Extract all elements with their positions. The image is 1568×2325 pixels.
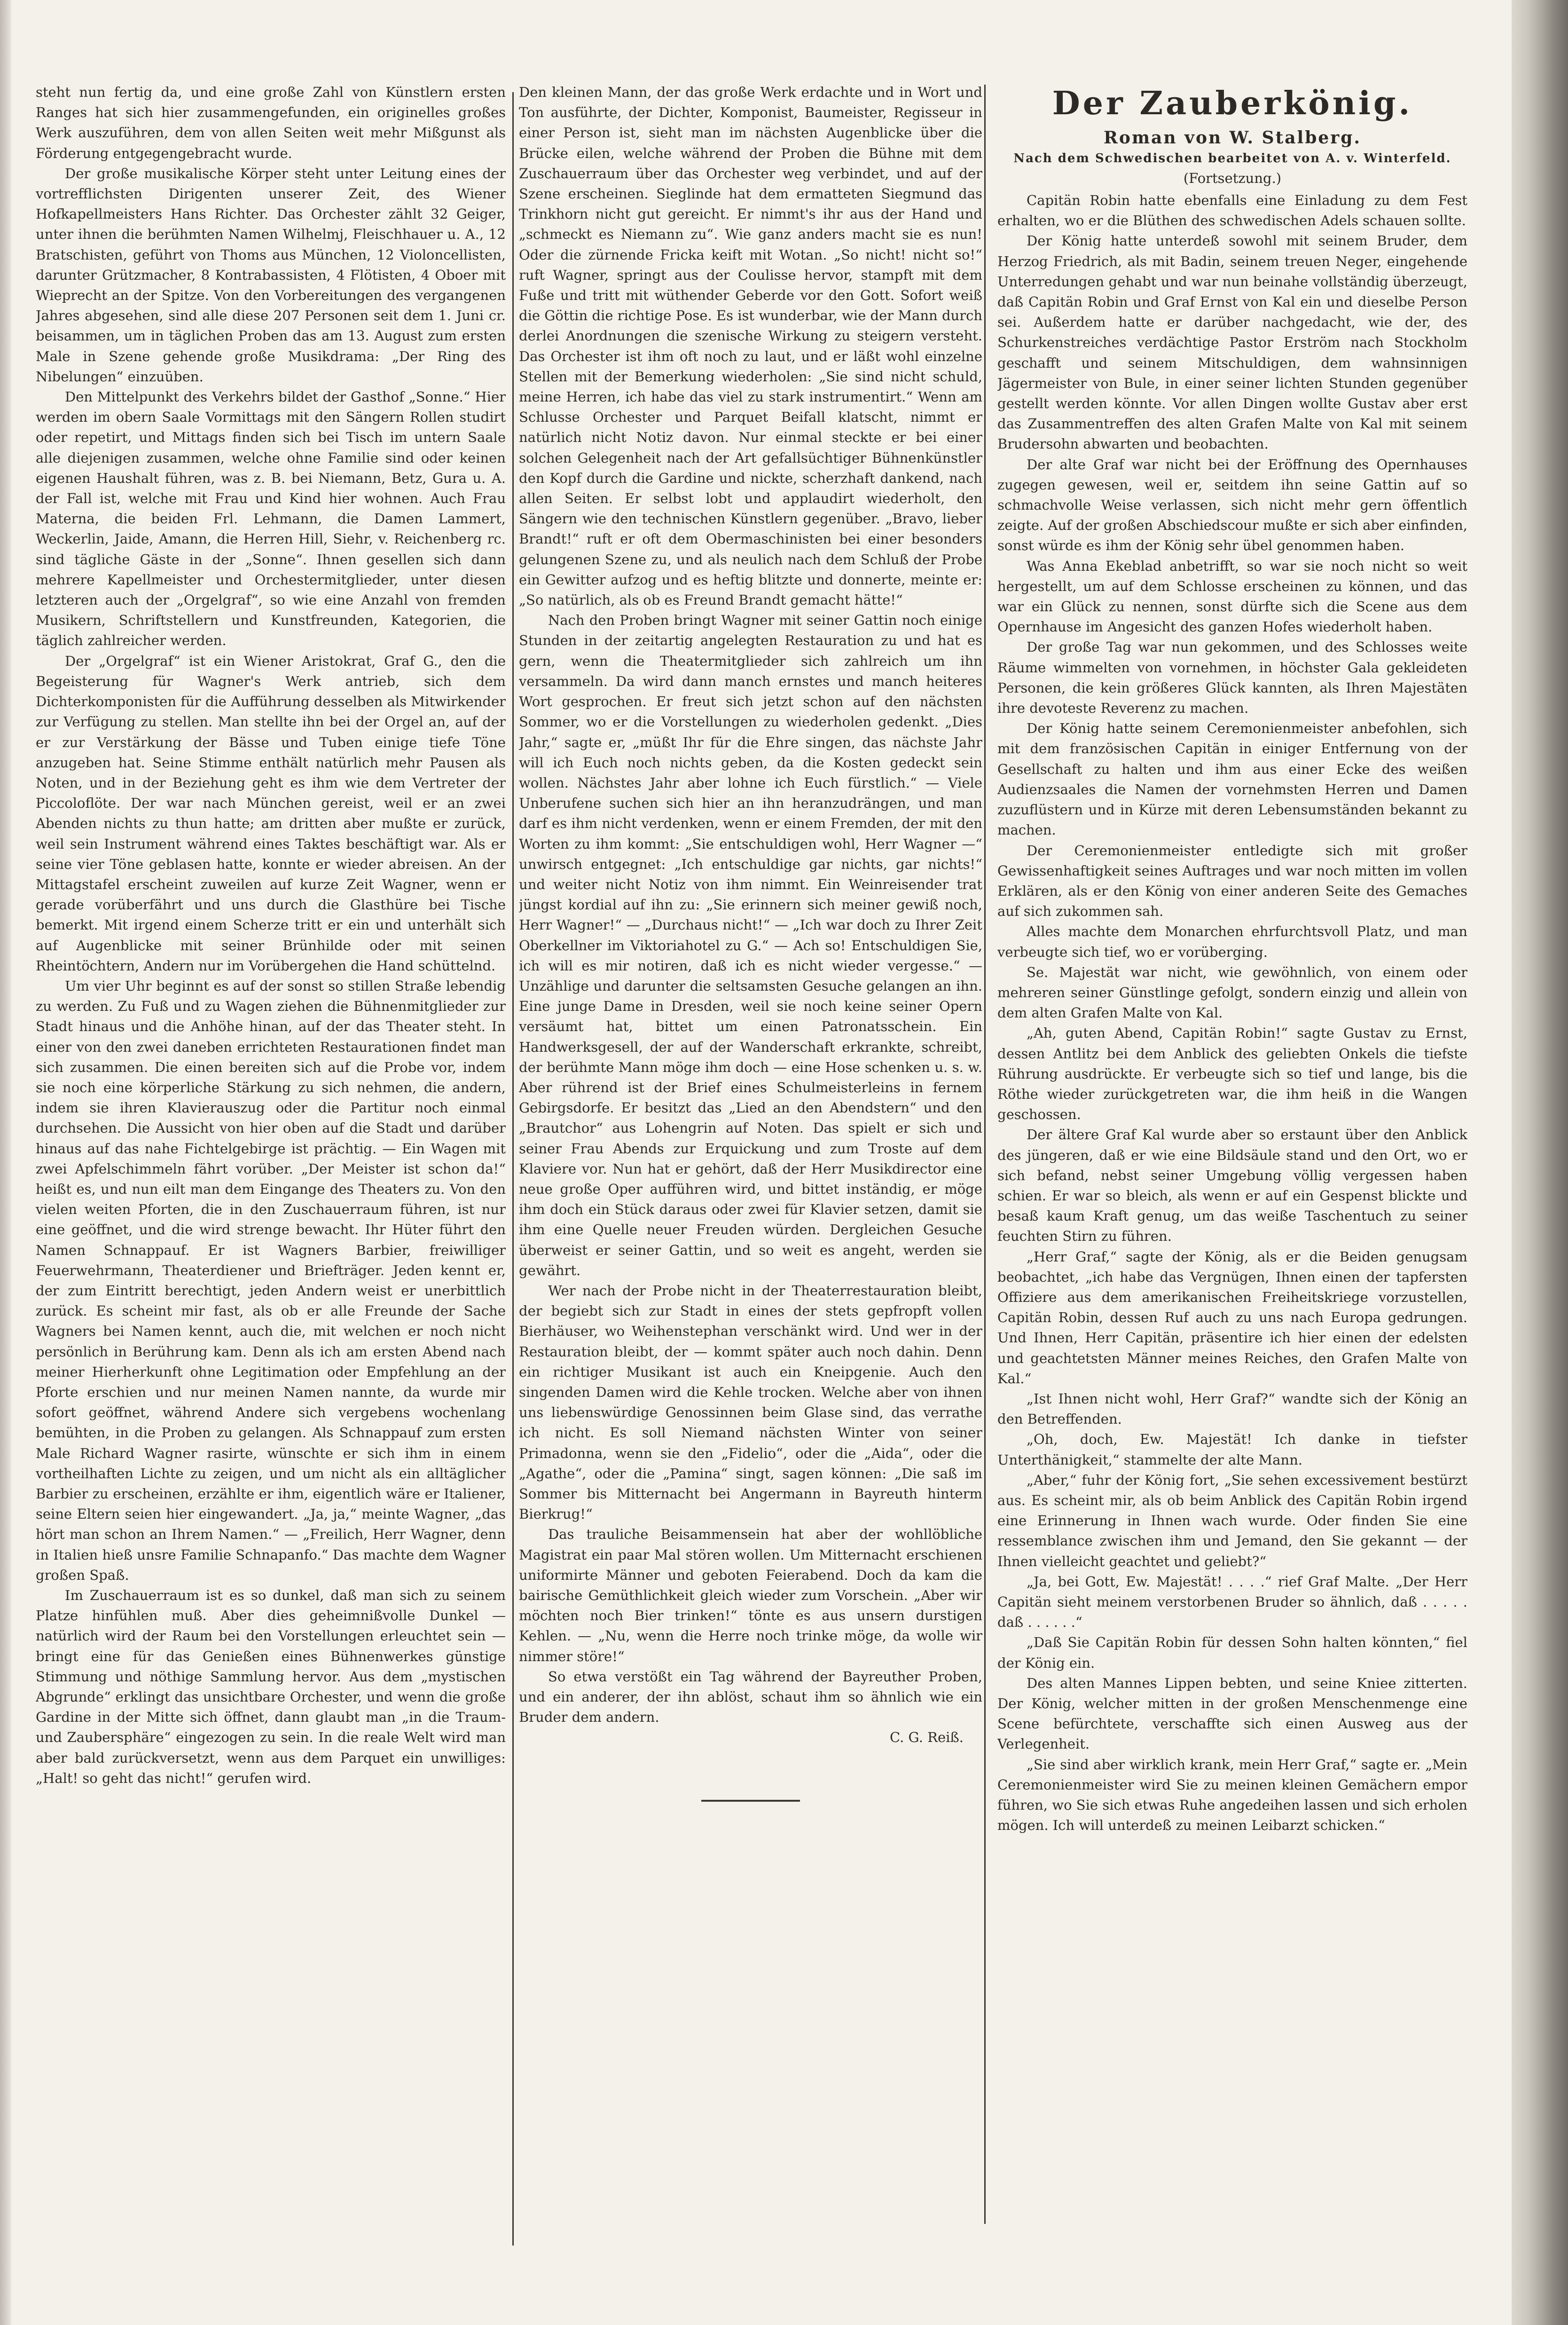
continued-note: (Fortsetzung.) — [1183, 170, 1282, 186]
paragraph: Den Mittelpunkt des Verkehrs bildet der Gasthof „Sonne.“ Hier werden im obern Saale Vormittags mit den Sängern Rollen studirt oder repetirt, und Mittags finden sich bei Tisch im untern Saale alle diejenigen zusammen, welche ohne Familie sind oder keinen eigenen Haushalt führen, was z. B. bei Niemann, Betz, Gura u. A. der Fall ist, welche mit Frau und Kind hier wohnen. Auch Frau Materna, die beiden Frl. Lehmann, die Damen Lammert, Weckerlin, Jaide, Amann, die Herren Hill, Siehr, v. Reichenberg rc. sind tägliche Gäste in der „Sonne“. Ihnen gesellen sich dann mehrere Kapellmeister und Orchestermitglieder, unter diesen letzteren auch der „Orgelgraf“, so wie eine Anzahl von fremden Musikern, Schriftstellern und Kunstfreunden, Kategorien, die täglich zahlreicher werden. — [36, 389, 506, 649]
paragraph: Im Zuschauerraum ist es so dunkel, daß man sich zu seinem Platze hinfühlen muß. Aber dies geheimnißvolle Dunkel — natürlich wird der Raum bei den Vorstellungen erleuchtet sein — bringt eine für das Genießen eines Bühnenwerkes günstige Stimmung und nöthige Sammlung hervor. Aus dem „mystischen Abgrunde“ erklingt das unsichtbare Orchester, und wenn die große Gardine in der Mitte sich öffnet, dann glaubt man „in die Traum- und Zaubersphäre“ eingezogen zu sein. In die reale Welt wird man aber bald zurückversetzt, wenn aus dem Parquet ein unwilliges: „Halt! so geht das nicht!“ gerufen wird. — [36, 1587, 506, 1786]
paragraph: „Ist Ihnen nicht wohl, Herr Graf?“ wandte sich der König an den Betreffenden. — [997, 1390, 1467, 1427]
paragraph: Alles machte dem Monarchen ehrfurchtsvoll Platz, und man verbeugte sich tief, wo er vorüberging. — [997, 923, 1467, 960]
paragraph: „Ah, guten Abend, Capitän Robin!“ sagte Gustav zu Ernst, dessen Antlitz bei dem Anblick des geliebten Onkels die tiefste Rührung ausdrückte. Er verbeugte sich so tief und lange, bis die Röthe wieder zurückgetreten war, die ihm heiß in die Wangen geschossen. — [997, 1025, 1467, 1123]
paragraph: Des alten Mannes Lippen bebten, und seine Kniee zitterten. Der König, welcher mitten in der großen Menschenmenge eine Scene befürchtete, verschaffte sich einen Ausweg aus der Verlegenheit. — [997, 1675, 1467, 1752]
author-signature: C. G. Reiß. — [889, 1729, 964, 1746]
paragraph: „Oh, doch, Ew. Majestät! Ich danke in tiefster Unterthänigkeit,“ stammelte der alte Mann. — [997, 1431, 1467, 1468]
newspaper-page — [11, 0, 1512, 2325]
novel-byline: Roman von W. Stalberg. — [1104, 128, 1361, 148]
scan-edge-left — [0, 0, 11, 2325]
novel-adaptation-note: Nach dem Schwedischen bearbeitet von A. v. Winterfeld. — [1013, 151, 1451, 166]
paragraph: Der große Tag war nun gekommen, und des Schlosses weite Räume wimmelten von vornehmen, in höchster Gala gekleideten Personen, die kein größeres Glück kannten, als Ihren Majestäten ihre devoteste Reverenz zu machen. — [997, 639, 1467, 717]
book-gutter-edge — [1512, 0, 1568, 2325]
paragraph: „Daß Sie Capitän Robin für dessen Sohn halten könnten,“ fiel der König ein. — [997, 1634, 1467, 1671]
paragraph: Der König hatte seinem Ceremonienmeister anbefohlen, sich mit dem französischen Capitän in einiger Entfernung von der Gesellschaft zu halten und ihm aus einer Ecke des weißen Audienzsaales die Namen der vornehmsten Herren und Damen zuzuflüstern und in Kürze mit deren Lebensumständen bekannt zu machen. — [997, 720, 1467, 838]
paragraph: Nach den Proben bringt Wagner mit seiner Gattin noch einige Stunden in der zeitartig angelegten Restauration zu und hat es gern, wenn die Theatermitglieder sich zahlreich um ihn versammeln. Da wird dann manch ernstes und manch heiteres Wort gesprochen. Er freut sich jetzt schon auf den nächsten Sommer, wo er die Vorstellungen zu wiederholen gedenkt. „Dies Jahr,“ sagte er, „müßt Ihr für die Ehre singen, das nächste Jahr will ich Euch noch nichts geben, da die Kosten gedeckt sein wollen. Nächstes Jahr aber lohne ich Euch fürstlich.“ — Viele Unberufene suchen sich hier an ihn heranzudrängen, und man darf es ihm nicht verdenken, wenn er einem Fremden, der mit den Worten zu ihm kommt: „Sie entschuldigen wohl, Herr Wagner —“ unwirsch entgegnet: „Ich entschuldige gar nichts, gar nichts!“ und weiter nicht Notiz von ihm nimmt. Ein Weinreisender trat jüngst kordial auf ihn zu: „Sie erinnern sich meiner gewiß noch, Herr Wagner!“ — „Durchaus nicht!“ — „Ich war doch zu Ihrer Zeit Oberkellner im Viktoriahotel zu G.“ — Ach so! Entschuldigen Sie, ich will es mir notiren, daß ich es nicht wieder vergesse.“ — Unzählige und darunter die seltsamsten Gesuche gelangen an ihn. Eine junge Dame in Dresden, weil sie noch keine seiner Opern versäumt hat, bittet um einen Patronatsschein. Ein Handwerksgesell, der auf der Wanderschaft erkrankte, schreibt, der berühmte Mann möge ihm doch — eine Hose schenken u. s. w. Aber rührend ist der Brief eines Schulmeisterleins in fernem Gebirgsdorfe. Er besitzt das „Lied an den Abendstern“ und den „Brautchor“ aus Lohengrin auf Noten. Das spielt er sich und seiner Frau Abends zur Erquickung und zum Troste auf dem Klaviere vor. Nun hat er gehört, daß der Herr Musikdirector eine neue große Oper aufführen wird, und bittet inständig, er möge ihm doch ein Stück daraus oder zwei für Klavier setzen, damit sie ihm eine Quelle neuer Freuden würden. Dergleichen Gesuche überweist er seiner Gattin, und so weit es angeht, werden sie gewährt. — [519, 612, 982, 1278]
paragraph: Der Ceremonienmeister entledigte sich mit großer Gewissenhaftigkeit seines Auftrages und war noch mitten im vollen Erklären, als er den König von einer anderen Seite des Gemaches auf sich zukommen sah. — [997, 842, 1467, 920]
paragraph: So etwa verstößt ein Tag während der Bayreuther Proben, und ein anderer, der ihn ablöst, schaut ihm so ähnlich wie ein Bruder dem andern. — [519, 1668, 982, 1726]
article-column-1 — [36, 82, 506, 2231]
paragraph: „Sie sind aber wirklich krank, mein Herr Graf,“ sagte er. „Mein Ceremonienmeister wird Sie zu meinen kleinen Gemächern empor führen, wo Sie sich etwas Ruhe angedeihen lassen und sich erholen mögen. Ich will unterdeß zu meinen Leibarzt schicken.“ — [997, 1756, 1467, 1834]
article-column-2 — [519, 82, 982, 2231]
paragraph: Das trauliche Beisammensein hat aber der wohllöbliche Magistrat ein paar Mal stören wollen. Um Mitternacht erschienen uniformirte Männer und geboten Feierabend. Doch da kam die bairische Gemüthlichkeit gleich wieder zum Vorschein. „Aber wir möchten noch Bier trinken!“ tönte es aus unsern durstigen Kehlen. — „Nu, wenn die Herre noch trinke möge, da wolle wir nimmer störe!“ — [519, 1526, 982, 1664]
paragraph: Den kleinen Mann, der das große Werk erdachte und in Wort und Ton ausführte, der Dichter, Komponist, Baumeister, Regisseur in einer Person ist, sieht man im nächsten Augenblicke über die Brücke eilen, welche während der Proben die Bühne mit dem Zuschauerraum über das Orchester weg verbindet, und auf der Szene erscheinen. Sieglinde hat dem ermatteten Siegmund das Trinkhorn nicht gut gereicht. Er nimmt's ihr aus der Hand und „schmeckt es Niemann zu“. Wie ganz anders macht sie es nun! Oder die zürnende Fricka keift mit Wotan. „So nicht! nicht so!“ ruft Wagner, springt aus der Coulisse hervor, stampft mit dem Fuße und tritt mit wüthender Geberde vor den Gott. Sofort weiß die Göttin die richtige Pose. Es ist wunderbar, wie der Mann durch derlei Anordnungen die szenische Wirkung zu steigern versteht. Das Orchester ist ihm oft noch zu laut, und er läßt wohl einzelne Stellen mit der Bemerkung wiederholen: „Sie sind nicht schuld, meine Herren, ich habe das viel zu stark instrumentirt.“ Wenn am Schlusse Orchester und Parquet Beifall klatscht, nimmt er natürlich nicht Notiz davon. Nur einmal steckte er bei einer solchen Gelegenheit nach der Art gefallsüchtiger Bühnenkünstler den Kopf durch die Gardine und nickte, scherzhaft dankend, nach allen Seiten. Er selbst lobt und applaudirt wiederholt, den Sängern wie den technischen Künstlern gegenüber. „Bravo, lieber Brandt!“ ruft er oft dem Obermaschinisten bei einer besonders gelungenen Szene zu, und als neulich nach dem Schluß der Probe ein Gewitter aufzog und es heftig blitzte und donnerte, meinte er: „So natürlich, als ob es Freund Brandt gemacht hätte!“ — [519, 84, 982, 608]
column-divider — [512, 92, 514, 2246]
novel-title: Der Zauberkönig. — [1052, 85, 1413, 122]
paragraph: Wer nach der Probe nicht in der Theaterrestauration bleibt, der begiebt sich zur Stadt in eines der stets gepfropft vollen Bierhäuser, wo Weihenstephan verschänkt wird. Und wer in der Restauration bleibt, der — kommt später auch noch dahin. Denn ein richtiger Musikant ist auch ein Kneipgenie. Auch den singenden Damen wird die Kehle trocken. Welche aber von ihnen uns liebenswürdige Genossinnen beim Glase sind, das verrathe ich nicht. Es soll Niemand nächsten Winter von seiner Primadonna, wenn sie den „Fidelio“, oder die „Aida“, oder die „Agathe“, oder die „Pamina“ singt, sagen können: „Die saß im Sommer bis Mitternacht bei Angermann in Bayreuth hinterm Bierkrug!“ — [519, 1282, 982, 1522]
paragraph: Der ältere Graf Kal wurde aber so erstaunt über den Anblick des jüngeren, daß er wie eine Bildsäule stand und den Ort, wo er sich befand, nebst seiner Umgebung völlig vergessen haben schien. Er war so bleich, als wenn er auf ein Gespenst blickte und besaß kaum Kraft genug, um das weiße Taschentuch zu seiner feuchten Stirn zu führen. — [997, 1127, 1467, 1245]
column-divider — [984, 85, 986, 2224]
paragraph: „Ja, bei Gott, Ew. Majestät! . . . .“ rief Graf Malte. „Der Herr Capitän sieht meinem verstorbenen Bruder so ähnlich, daß . . . . . daß . . . . . .“ — [997, 1573, 1467, 1631]
paragraph: steht nun fertig da, und eine große Zahl von Künstlern ersten Ranges hat sich hier zusammengefunden, ein originelles großes Werk auszuführen, dem von allen Seiten weit mehr Mißgunst als Förderung entgegengebracht wurde. — [36, 84, 506, 161]
end-rule — [701, 1800, 800, 1802]
paragraph: Um vier Uhr beginnt es auf der sonst so stillen Straße lebendig zu werden. Zu Fuß und zu Wagen ziehen die Bühnenmitglieder zur Stadt hinaus und die Anhöhe hinan, auf der das Theater steht. In einer von den zwei daneben errichteten Restaurationen findet man sich zusammen. Die einen bereiten sich auf die Probe vor, indem sie noch eine körperliche Stärkung zu sich nehmen, die andern, indem sie ihren Klavierauszug oder die Partitur noch einmal durchsehen. Die Aussicht von hier oben auf die Stadt und darüber hinaus auf das nahe Fichtelgebirge ist prächtig. — Ein Wagen mit zwei Apfelschimmeln fährt vorüber. „Der Meister ist schon da!“ heißt es, und nun eilt man dem Eingange des Theaters zu. Von den vielen weiten Pforten, die in den Zuschauerraum führen, ist nur eine geöffnet, und die wird strenge bewacht. Ihr Hüter führt den Namen Schnappauf. Er ist Wagners Barbier, freiwilliger Feuerwehrmann, Theaterdiener und Briefträger. Jeden kennt er, der zum Eintritt berechtigt, jeden Andern weist er unerbittlich zurück. Es scheint mir fast, als ob er alle Freunde der Sache Wagners bei Namen kennt, auch die, mit welchen er noch nicht persönlich in Berührung kam. Denn als ich am ersten Abend nach meiner Hierherkunft ohne Legitimation oder Empfehlung an der Pforte erschien und nur meinen Namen nannte, da wurde mir sofort geöffnet, während Andere sich vergebens wochenlang bemühten, in die Proben zu gelangen. Als Schnappauf zum ersten Male Richard Wagner rasirte, wünschte er sich ihm in einem vortheilhaften Lichte zu zeigen, und um nicht als ein alltäglicher Barbier zu erscheinen, erzählte er ihm, eigentlich wäre er Italiener, seine Eltern seien hier eingewandert. „Ja, ja,“ meinte Wagner, „das hört man schon an Ihrem Namen.“ — „Freilich, Herr Wagner, denn in Italien hieß unsre Familie Schnapanfo.“ Das machte dem Wagner großen Spaß. — [36, 977, 506, 1583]
paragraph: Se. Majestät war nicht, wie gewöhnlich, von einem oder mehreren seiner Günstlinge gefolgt, sondern einzig und allein von dem alten Grafen Malte von Kal. — [997, 964, 1467, 1021]
novel-column — [997, 82, 1467, 2231]
paragraph: „Herr Graf,“ sagte der König, als er die Beiden genugsam beobachtet, „ich habe das Vergnügen, Ihnen einen der tapfersten Offiziere aus dem amerikanischen Freiheitskriege vorzustellen, Capitän Robin, dessen Ruf auch zu uns nach Europa gedrungen. Und Ihnen, Herr Capitän, präsentire ich hier einen der edelsten und geachtetsten Männer meines Reiches, den Grafen Malte von Kal.“ — [997, 1248, 1467, 1387]
paragraph: Capitän Robin hatte ebenfalls eine Einladung zu dem Fest erhalten, wo er die Blüthen des schwedischen Adels schauen sollte. — [997, 192, 1467, 229]
paragraph: Der große musikalische Körper steht unter Leitung eines der vortrefflichsten Dirigenten unserer Zeit, des Wiener Hofkapellmeisters Hans Richter. Das Orchester zählt 32 Geiger, unter ihnen die berühmten Namen Wilhelmj, Fleischhauer u. A., 12 Bratschisten, geführt von Thoms aus München, 12 Violoncellisten, darunter Grützmacher, 8 Kontrabassisten, 4 Flötisten, 4 Oboer mit Wieprecht an der Spitze. Von den Vorbereitungen des vergangenen Jahres abgesehen, sind alle diese 207 Personen seit dem 1. Juni cr. beisammen, um in täglichen Proben das am 13. August zum ersten Male in Szene gehende große Musikdrama: „Der Ring des Nibelungen“ einzuüben. — [36, 165, 506, 385]
paragraph: Was Anna Ekeblad anbetrifft, so war sie noch nicht so weit hergestellt, um auf dem Schlosse erscheinen zu können, und das war ein Glück zu nennen, sonst dürfte sich die Scene aus dem Opernhause im Angesicht des ganzen Hofes wiederholt haben. — [997, 558, 1467, 635]
paragraph: Der König hatte unterdeß sowohl mit seinem Bruder, dem Herzog Friedrich, als mit Badin, seinem treuen Neger, eingehende Unterredungen gehabt und war nun beinahe vollständig überzeugt, daß Capitän Robin und Graf Ernst von Kal ein und dieselbe Person sei. Außerdem hatte er darüber nachgedacht, wie der, des Schurkenstreiches verdächtige Pastor Erström nach Stockholm geschafft und seinem Mitschuldigen, dem wahnsinnigen Jägermeister von Bule, in einer seiner lichten Stunden gegenüber gestellt werden könnte. Vor allen Dingen wollte Gustav aber erst das Zusammentreffen des alten Grafen Malte von Kal mit seinem Brudersohn abwarten und beobachten. — [997, 233, 1467, 452]
paragraph: „Aber,“ fuhr der König fort, „Sie sehen excessivement bestürzt aus. Es scheint mir, als ob beim Anblick des Capitän Robin irgend eine Erinnerung in Ihnen wach wurde. Oder finden Sie eine ressemblance zwischen ihm und Jemand, den Sie gekannt — der Ihnen vielleicht geachtet und geliebt?“ — [997, 1472, 1467, 1569]
paragraph: Der „Orgelgraf“ ist ein Wiener Aristokrat, Graf G., den die Begeisterung für Wagner's Werk antrieb, sich dem Dichterkomponisten für die Aufführung desselben als Mitwirkender zur Verfügung zu stellen. Man stellte ihn bei der Orgel an, auf der er zur Verstärkung der Bässe und Tuben einige tiefe Töne anzugeben hat. Seine Stimme enthält natürlich mehr Pausen als Noten, und in der Beziehung geht es ihm wie dem Vertreter der Piccoloflöte. Der war nach München gereist, weil er an zwei Abenden nichts zu thun hatte; am dritten aber mußte er zurück, weil sein Instrument während eines Taktes beschäftigt war. Als er seine vier Töne geblasen hatte, konnte er wieder abreisen. An der Mittagstafel erscheint zuweilen auf kurze Zeit Wagner, wenn er gerade vorüberfährt und uns durch die Glasthüre bei Tische bemerkt. Mit irgend einem Scherze tritt er ein und unterhält sich auf Augenblicke mit seiner Brünhilde oder mit seinen Rheintöchtern, Andern nur im Vorübergehen die Hand schüttelnd. — [36, 653, 506, 974]
paragraph: Der alte Graf war nicht bei der Eröffnung des Opernhauses zugegen gewesen, weil er, seitdem ihn seine Gattin auf so schmachvolle Weise verlassen, sich nicht mehr gern öffentlich zeigte. Auf der großen Abschiedscour mußte er sich aber einfinden, sonst würde es ihm der König sehr übel genommen haben. — [997, 456, 1467, 554]
